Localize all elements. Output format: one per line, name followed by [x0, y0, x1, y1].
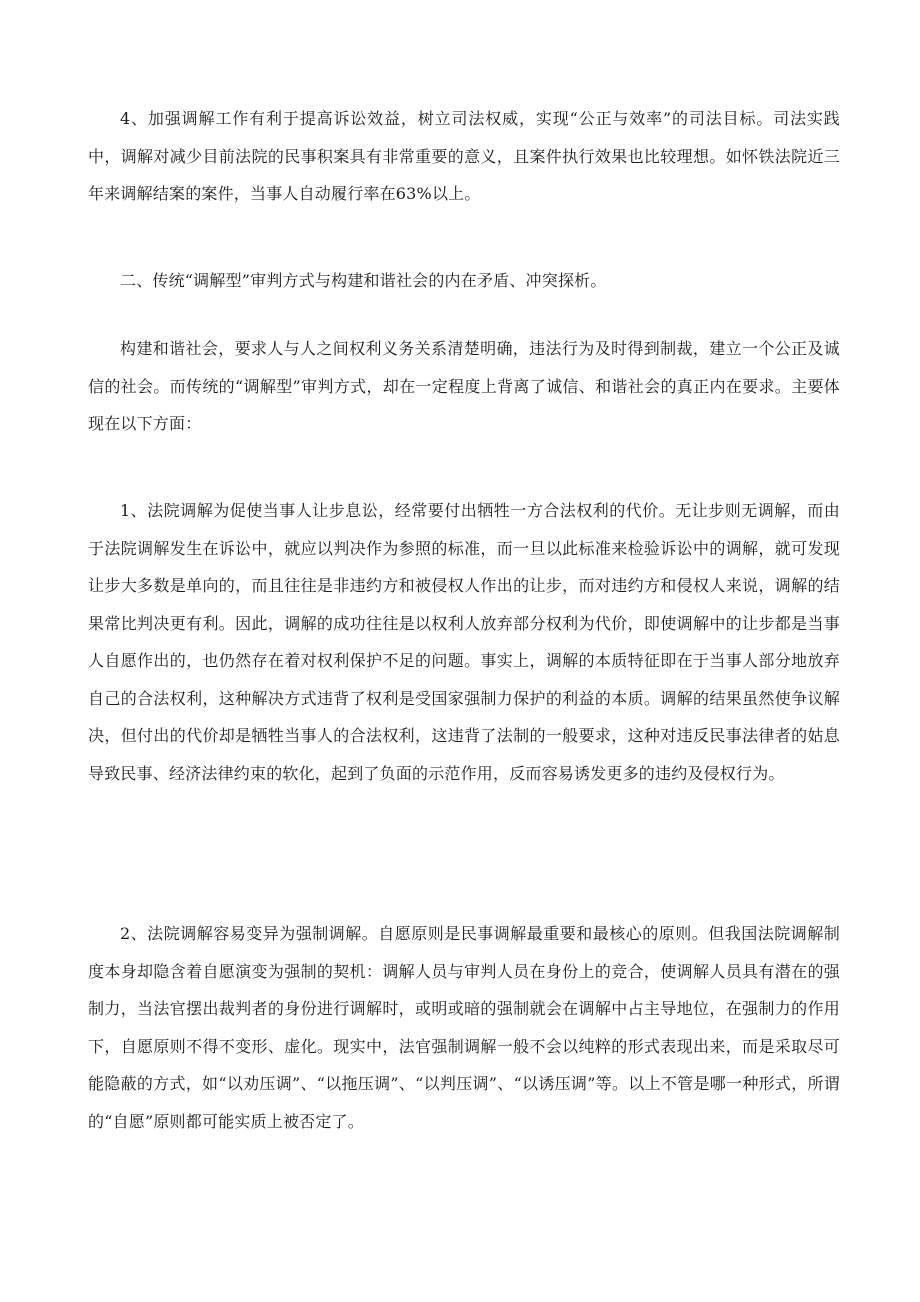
paragraph-harmonious-society: 构建和谐社会，要求人与人之间权利义务关系清楚明确，违法行为及时得到制裁，建立一个公正及诚信的社会。而传统的“调解型”审判方式，却在一定程度上背离了诚信、和谐社会的真正内在要求。主要体现在以下方面： [88, 339, 840, 433]
paragraph-forced-mediation: 2、法院调解容易变异为强制调解。自愿原则是民事调解最重要和最核心的原则。但我国法院调解制度本身却隐含着自愿演变为强制的契机：调解人员与审判人员在身份上的竞合，使调解人员具有潜在的强制力，当法官摆出裁判者的身份进行调解时，或明或暗的强制就会在调解中占主导地位，在强制力的作用下，自愿原则不得不变形、虚化。现实中，法官强制调解一般不会以纯粹的形式表现出来，而是采取尽可能隐蔽的方式，如“以劝压调”、“以拖压调”、“以判压调”、“以诱压调”等。以上不管是哪一种形式，所谓的“自愿”原则都可能实质上被否定了。 [88, 924, 840, 1131]
section-heading-conflict: 二、传统“调解型”审判方式与构建和谐社会的内在矛盾、冲突探析。 [120, 271, 607, 290]
paragraph-mediation-efficiency: 4、加强调解工作有利于提高诉讼效益，树立司法权威，实现“公正与效率”的司法目标。司法实践中，调解对减少目前法院的民事积案具有非常重要的意义，且案件执行效果也比较理想。如怀铁法院近三年来调解结案的案件，当事人自动履行率在63%以上。 [88, 109, 840, 203]
paragraph-rights-sacrifice: 1、法院调解为促使当事人让步息讼，经常要付出牺牲一方合法权利的代价。无让步则无调解，而由于法院调解发生在诉讼中，就应以判决作为参照的标准，而一旦以此标准来检验诉讼中的调解，就可发现让步大多数是单向的，而且往往是非违约方和被侵权人作出的让步，而对违约方和侵权人来说，调解的结果常比判决更有利。因此，调解的成功往往是以权利人放弃部分权利为代价，即使调解中的让步都是当事人自愿作出的，也仍然存在着对权利保护不足的问题。事实上，调解的本质特征即在于当事人部分地放弃自己的合法权利，这种解决方式违背了权利是受国家强制力保护的利益的本质。调解的结果虽然使争议解决，但付出的代价却是牺牲当事人的合法权利，这违背了法制的一般要求，这种对违反民事法律者的姑息导致民事、经济法律约束的软化，起到了负面的示范作用，反而容易诱发更多的违约及侵权行为。 [88, 501, 840, 783]
